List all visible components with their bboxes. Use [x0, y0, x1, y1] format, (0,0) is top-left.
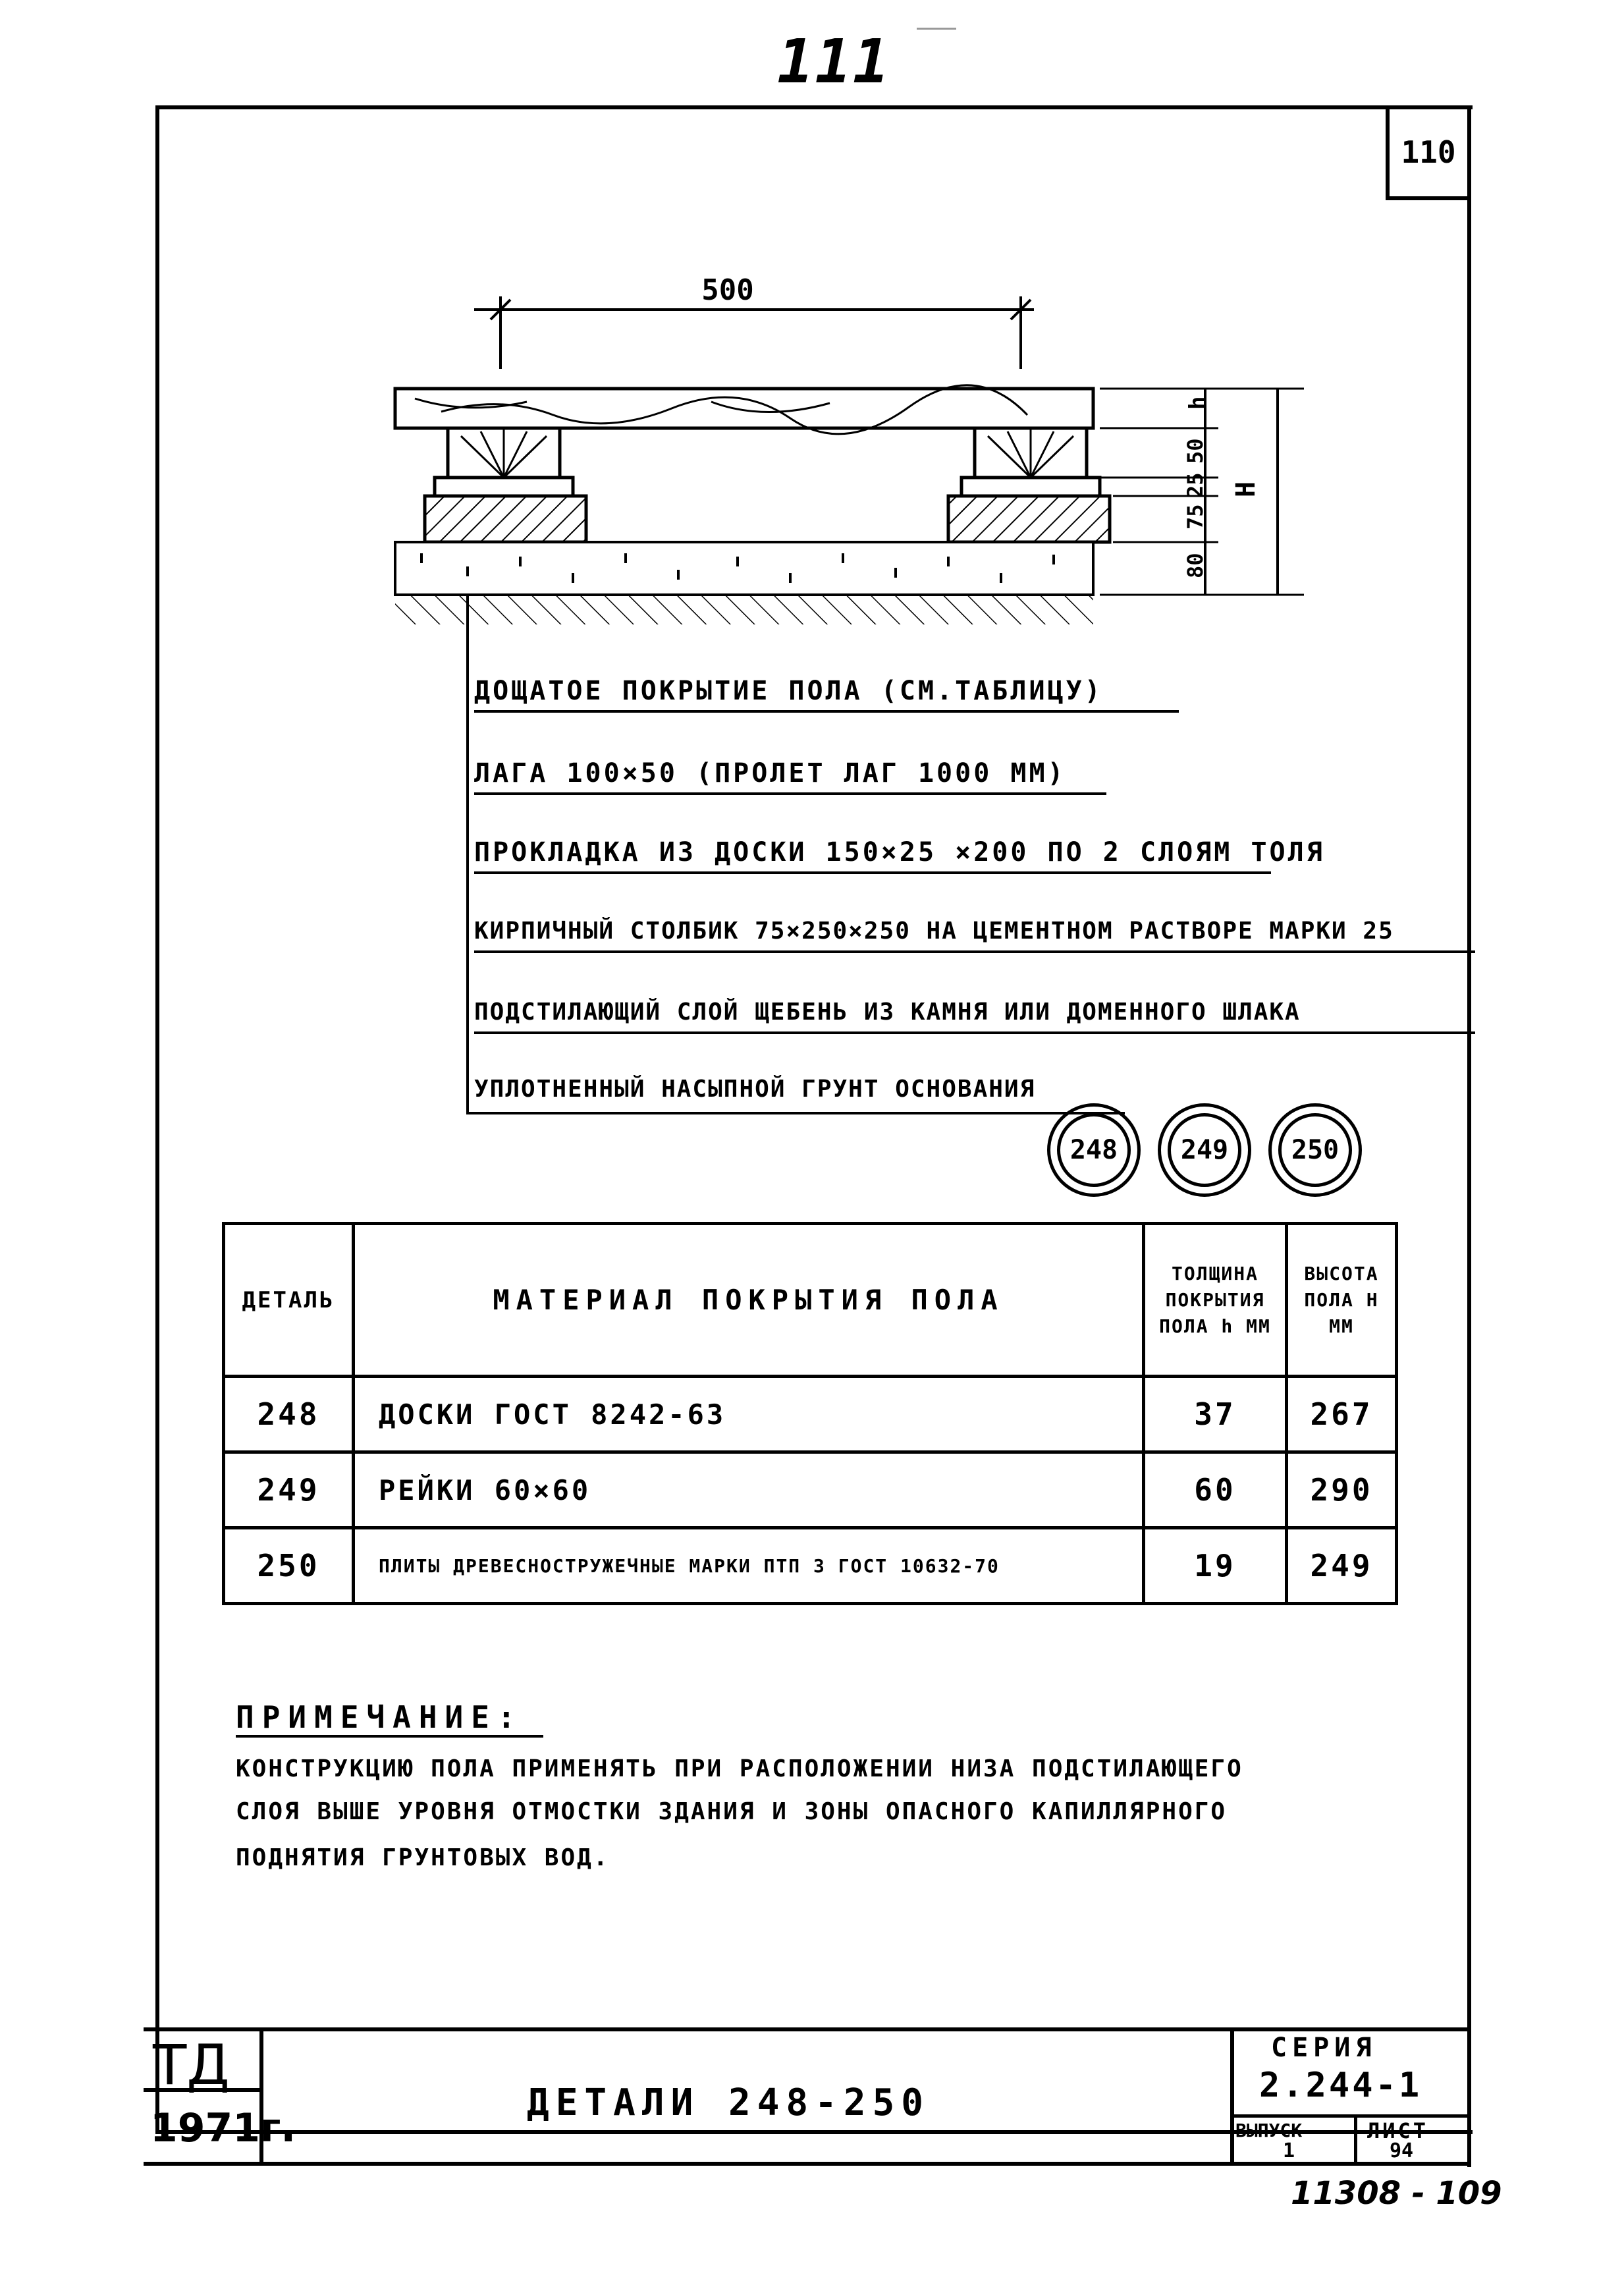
labels-bottom-line [466, 1112, 1125, 1114]
top-scribble-line [917, 28, 956, 30]
label-floor-covering: ДОЩАТОЕ ПОКРЫТИЕ ПОЛА (СМ.ТАБЛИЦУ) [474, 672, 1179, 713]
dim-50: 50 [1183, 438, 1208, 464]
right-brick-column [948, 496, 1110, 542]
issue-label: ВЫПУСК [1235, 2120, 1303, 2141]
row-height: 249 [1287, 1528, 1397, 1604]
series-divider [1230, 2027, 1234, 2166]
archive-number: 11308 - 109 [1291, 2175, 1502, 2212]
row-detail: 248 [224, 1377, 354, 1452]
labels-leader [466, 652, 469, 1113]
row-detail: 250 [224, 1528, 354, 1604]
dim-500-text: 500 [701, 273, 754, 307]
header-material: МАТЕРИАЛ ПОКРЫТИЯ ПОЛА [354, 1224, 1144, 1377]
row-thickness: 37 [1144, 1377, 1287, 1452]
corner-number-box [1386, 108, 1467, 200]
org-mark: ТД [153, 2033, 230, 2097]
dim-H: H [1231, 481, 1261, 497]
ground-layer [395, 595, 1093, 624]
row-thickness: 19 [1144, 1528, 1287, 1604]
detail-circle-249: 249 [1158, 1103, 1251, 1197]
row-material: РЕЙКИ 60×60 [354, 1452, 1144, 1528]
header-detail: ДЕТАЛЬ [224, 1224, 354, 1377]
floor-board [395, 389, 1093, 428]
row-height: 290 [1287, 1452, 1397, 1528]
label-ground: УПЛОТНЕННЫЙ НАСЫПНОЙ ГРУНТ ОСНОВАНИЯ [474, 1076, 1036, 1103]
detail-circle-248: 248 [1047, 1103, 1141, 1197]
series-mid-line [1230, 2114, 1471, 2118]
dim-25: 25 [1183, 472, 1208, 498]
label-brick-column: КИРПИЧНЫЙ СТОЛБИК 75×250×250 НА ЦЕМЕНТНОМ РАСТВОРЕ МАРКИ 25 [474, 912, 1475, 953]
top-page-number: 111 [777, 26, 891, 97]
row-material: ДОСКИ ГОСТ 8242-63 [354, 1377, 1144, 1452]
year-mark: 1971г. [150, 2105, 296, 2151]
floor-section-drawing [369, 263, 1343, 659]
drawing-title: ДЕТАЛИ 248-250 [527, 2081, 931, 2124]
header-thickness: ТОЛЩИНА ПОКРЫТИЯ ПОЛА h ММ [1144, 1224, 1287, 1377]
row-thickness: 60 [1144, 1452, 1287, 1528]
series-value: 2.244-1 [1259, 2066, 1422, 2105]
sheet-frame-right [1467, 105, 1471, 2167]
dim-75: 75 [1183, 504, 1208, 530]
left-brick-column [425, 496, 586, 542]
corner-number: 110 [1401, 134, 1456, 170]
sheet-value: 94 [1390, 2139, 1414, 2162]
dim-h: h [1185, 396, 1211, 410]
series-label: СЕРИЯ [1271, 2033, 1377, 2063]
row-height: 267 [1287, 1377, 1397, 1452]
row-material: ПЛИТЫ ДРЕВЕСНОСТРУЖЕЧНЫЕ МАРКИ ПТП 3 ГОСТ 10632-70 [354, 1528, 1144, 1604]
dim-80: 80 [1183, 553, 1208, 578]
note-title: ПРИМЕЧАНИЕ: [236, 1699, 543, 1738]
note-line-1: КОНСТРУКЦИЮ ПОЛА ПРИМЕНЯТЬ ПРИ РАСПОЛОЖЕНИИ НИЗА ПОДСТИЛАЮЩЕГО [236, 1755, 1243, 1782]
header-height: ВЫСОТА ПОЛА H ММ [1287, 1224, 1397, 1377]
left-pad [435, 478, 573, 496]
note-line-3: ПОДНЯТИЯ ГРУНТОВЫХ ВОД. [236, 1844, 610, 1871]
label-gravel: ПОДСТИЛАЮЩИЙ СЛОЙ ЩЕБЕНЬ ИЗ КАМНЯ ИЛИ ДОМЕННОГО ШЛАКА [474, 993, 1475, 1034]
sheet-label: ЛИСТ [1367, 2118, 1429, 2143]
issue-value: 1 [1283, 2139, 1295, 2162]
table-row [224, 1377, 1397, 1452]
spec-table [222, 1222, 1398, 1605]
table-row [224, 1528, 1397, 1604]
right-pad [961, 478, 1100, 496]
gravel-layer [395, 542, 1093, 595]
issue-sheet-divider [1354, 2114, 1357, 2166]
row-detail: 249 [224, 1452, 354, 1528]
label-joist: ЛАГА 100×50 (ПРОЛЕТ ЛАГ 1000 ММ) [474, 754, 1106, 795]
table-row [224, 1452, 1397, 1528]
title-block-bottom [144, 2162, 1471, 2166]
label-pad: ПРОКЛАДКА ИЗ ДОСКИ 150×25 ×200 ПО 2 СЛОЯМ ТОЛЯ [474, 833, 1271, 874]
detail-circle-250: 250 [1268, 1103, 1362, 1197]
note-line-2: СЛОЯ ВЫШЕ УРОВНЯ ОТМОСТКИ ЗДАНИЯ И ЗОНЫ ОПАСНОГО КАПИЛЛЯРНОГО [236, 1798, 1228, 1825]
